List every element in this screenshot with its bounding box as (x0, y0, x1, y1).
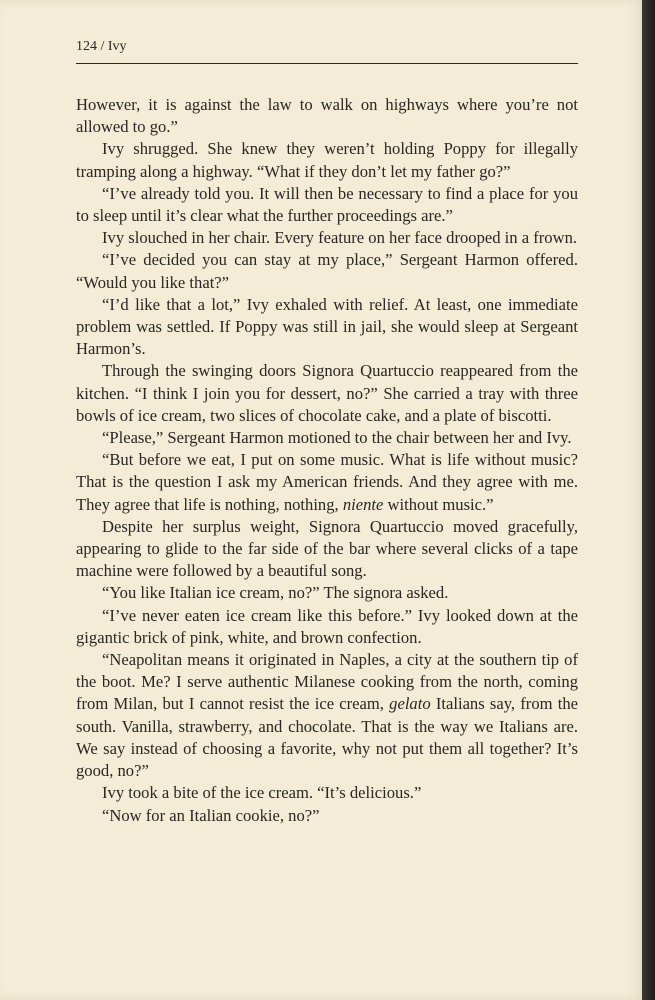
page-body (76, 94, 578, 827)
paragraph-4: Ivy slouched in her chair. Every feature on her face drooped in a frown. (102, 228, 578, 248)
paragraph-9-end: without music.” (383, 494, 494, 514)
paragraph-15: “Now for an Italian cookie, no?” (102, 805, 320, 825)
paragraph-10: Despite her surplus weight, Signora Quartuccio moved gracefully, appearing to glide to the far side of the bar where several clicks of a tape machine were followed by a beautiful song. (76, 516, 578, 581)
paragraph-9 (76, 449, 578, 516)
paragraph-3: “I’ve already told you. It will then be necessary to find a place for you to sleep until it’s clear what the further proceedings are.” (76, 183, 578, 226)
paragraph-6: “I’d like that a lot,” Ivy exhaled with relief. At least, one immediate problem was settled. If Poppy was still in jail, she would sleep at Sergeant Harmon’s. (76, 294, 578, 359)
book-spine-edge (642, 0, 655, 1000)
paragraph-11: “You like Italian ice cream, no?” The signora asked. (102, 583, 449, 603)
running-head-text: 124 / Ivy (76, 39, 127, 54)
paragraph-8: “Please,” Sergeant Harmon motioned to the chair between her and Ivy. (102, 428, 572, 448)
paragraph-1: However, it is against the law to walk on highways where you’re not allowed to go.” (76, 95, 578, 137)
paragraph-14: Ivy took a bite of the ice cream. “It’s delicious.” (102, 783, 422, 803)
paragraph-13-text: “Neapolitan means it originated in Naples, a city at the southern tip of the boot. Me? I serve authentic Milanese cooking from the north, coming from Milan, but I cannot resist the ice cream, (76, 650, 578, 714)
paragraph-13-end: Italians say, from the south. Vanilla, strawberry, and chocolate. That is the way we Italians are. We say instead of choosing a favorite, why not put them all together? It’s good, no?” (76, 694, 579, 781)
running-header (76, 37, 578, 64)
paragraph-13 (76, 649, 578, 782)
paragraph-7: Through the swinging doors Signora Quartuccio reappeared from the kitchen. “I think I join you for dessert, no?” She carried a tray with three bowls of ice cream, two slices of chocolate cake, and a plate of biscotti. (76, 361, 578, 425)
paragraph-12: “I’ve never eaten ice cream like this before.” Ivy looked down at the gigantic brick of pink, white, and brown confection. (76, 605, 578, 647)
paragraph-9-text: “But before we eat, I put on some music. What is life without music? That is the question I ask my American friends. And they agree with me. They agree that life is nothing, nothing, (76, 450, 578, 514)
italic-gelato: gelato (389, 694, 431, 714)
italic-niente: niente (342, 494, 384, 514)
paragraph-2: Ivy shrugged. She knew they weren’t holding Poppy for illegally tramping along a highway. “What if they don’t let my father go?” (76, 139, 578, 181)
paragraph-5: “I’ve decided you can stay at my place,” Sergeant Harmon offered. “Would you like that?” (76, 250, 578, 292)
